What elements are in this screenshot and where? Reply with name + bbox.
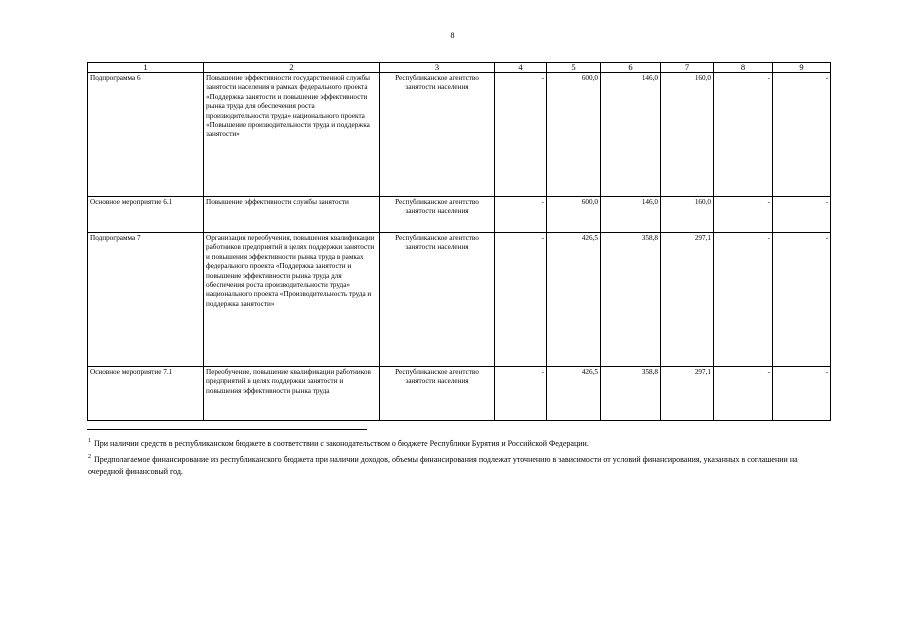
cell-col5: 600,0	[547, 197, 601, 233]
footnote-divider	[87, 429, 367, 430]
cell-col8: -	[714, 197, 773, 233]
cell-col6: 358,8	[601, 367, 661, 421]
cell-col4: -	[495, 233, 547, 367]
cell-col5: 426,5	[547, 233, 601, 367]
cell-col4: -	[495, 367, 547, 421]
cell-col8: -	[714, 367, 773, 421]
budget-table	[87, 62, 831, 421]
column-header: 8	[714, 63, 773, 73]
cell-col8: -	[714, 73, 773, 197]
table-row	[88, 73, 831, 197]
row-executor: Республиканское агентство занятости населения	[380, 233, 495, 367]
footnote	[88, 451, 828, 478]
row-executor: Республиканское агентство занятости населения	[380, 367, 495, 421]
row-description: Переобучение, повышение квалификации работников предприятий в целях поддержки занятости и повышения эффективности рынка труда	[204, 367, 380, 421]
footnote-mark: 1	[88, 438, 91, 444]
cell-col4: -	[495, 197, 547, 233]
cell-col5: 426,5	[547, 367, 601, 421]
column-header: 2	[204, 63, 380, 73]
row-description: Повышение эффективности службы занятости	[204, 197, 380, 233]
column-header: 7	[661, 63, 714, 73]
cell-col7: 160,0	[661, 73, 714, 197]
column-header: 9	[773, 63, 831, 73]
row-name: Подпрограмма 7	[88, 233, 204, 367]
column-header: 5	[547, 63, 601, 73]
row-name: Подпрограмма 6	[88, 73, 204, 197]
footnote-mark: 2	[88, 454, 91, 460]
column-header: 3	[380, 63, 495, 73]
table-row	[88, 367, 831, 421]
footnote-text: Предполагаемое финансирование из республиканского бюджета при наличии доходов, объемы финансирования подлежат уточнению в зависимости от условий финансирования, указанных в соглашении на очередной финансовый год.	[88, 455, 798, 476]
row-name: Основное мероприятие 7.1	[88, 367, 204, 421]
cell-col9: -	[773, 233, 831, 367]
cell-col8: -	[714, 233, 773, 367]
row-name: Основное мероприятие 6.1	[88, 197, 204, 233]
header-row	[88, 63, 831, 73]
column-header: 4	[495, 63, 547, 73]
cell-col9: -	[773, 367, 831, 421]
cell-col9: -	[773, 73, 831, 197]
row-description: Организация переобучения, повышения квалификации работников предприятий в целях поддержки занятости и повышения эффективности рынка труда в рамках федерального проекта «Поддержка занятости и повышение эффективности рынка труда для обеспечения роста производительности труда» национального проекта «Производительность труда и поддержка занятости»	[204, 233, 380, 367]
cell-col7: 160,0	[661, 197, 714, 233]
footnote-text: При наличии средств в республиканском бюджете в соответствии с законодательством о бюджете Республики Бурятия и Российской Федерации.	[94, 439, 589, 448]
cell-col5: 600,0	[547, 73, 601, 197]
cell-col7: 297,1	[661, 367, 714, 421]
cell-col6: 358,8	[601, 233, 661, 367]
footnote	[88, 435, 828, 450]
cell-col9: -	[773, 197, 831, 233]
column-header: 1	[88, 63, 204, 73]
table-row	[88, 197, 831, 233]
page-number: 8	[450, 31, 455, 40]
column-header: 6	[601, 63, 661, 73]
cell-col6: 146,0	[601, 73, 661, 197]
row-executor: Республиканское агентство занятости населения	[380, 197, 495, 233]
cell-col6: 146,0	[601, 197, 661, 233]
cell-col7: 297,1	[661, 233, 714, 367]
cell-col4: -	[495, 73, 547, 197]
row-description: Повышение эффективности государственной службы занятости населения в рамках федерального проекта «Поддержка занятости и повышение эффективности рынка труда для обеспечения роста производительности труда» национального проекта «Повышение производительности труда и поддержка занятости»	[204, 73, 380, 197]
table-row	[88, 233, 831, 367]
row-executor: Республиканское агентство занятости населения	[380, 73, 495, 197]
